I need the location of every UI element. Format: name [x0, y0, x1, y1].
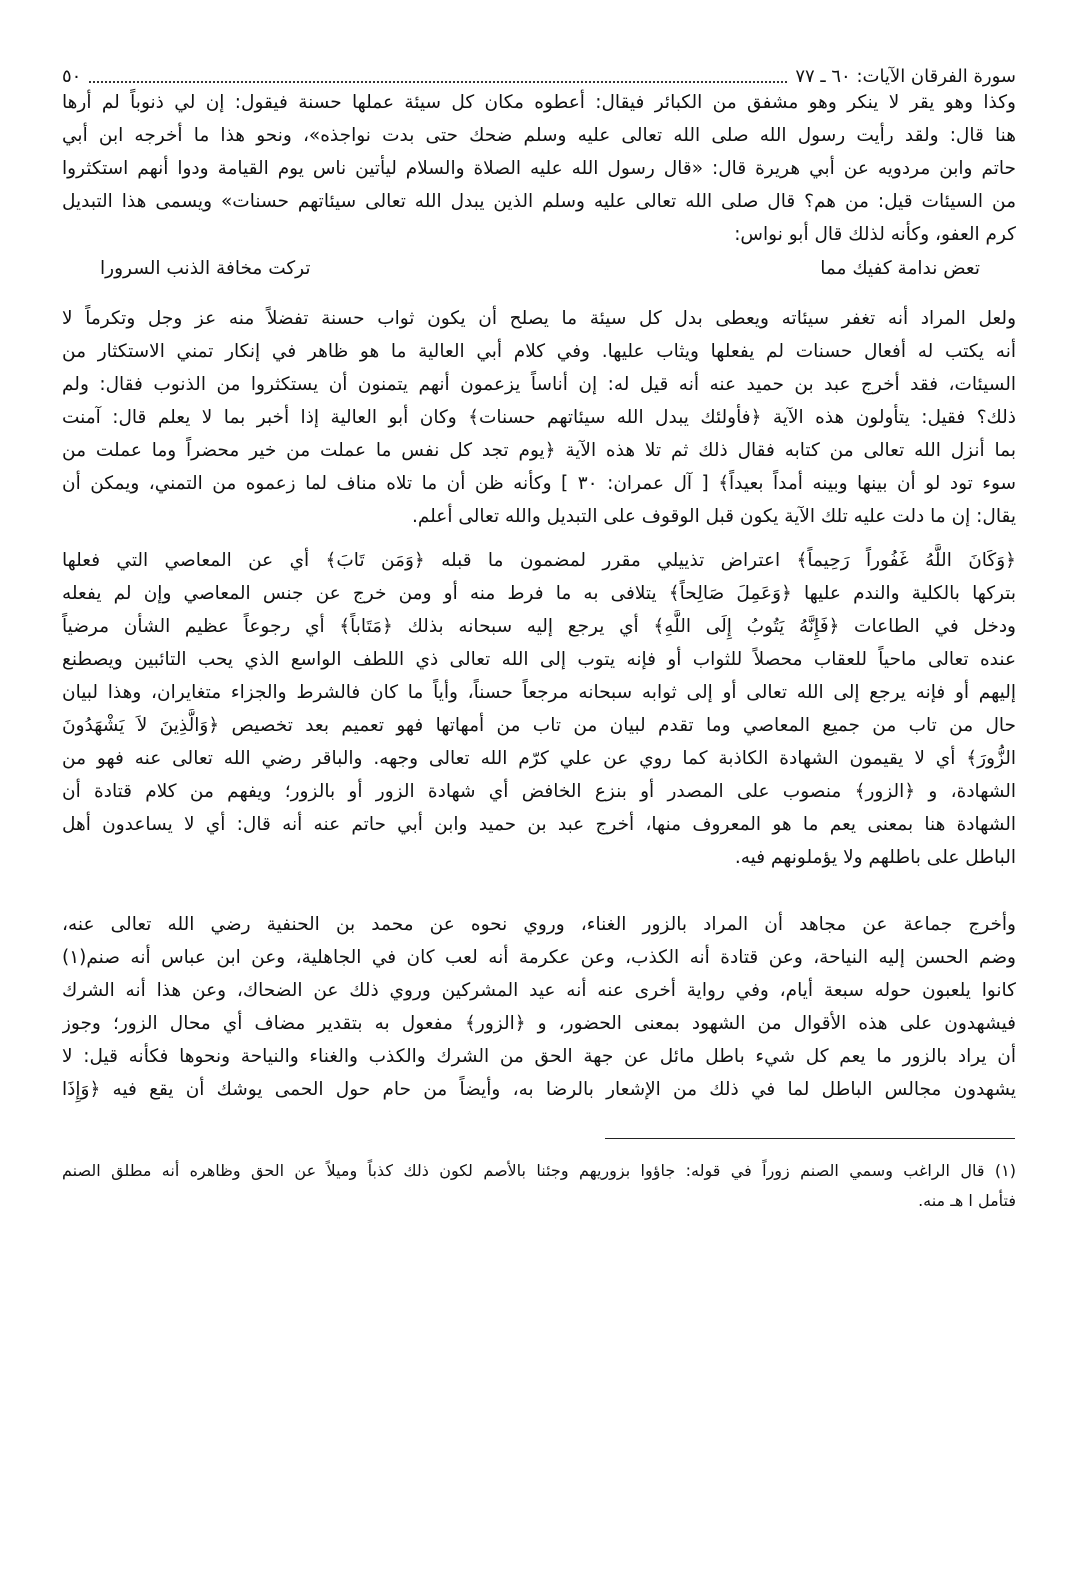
text-line: أن يراد بالزور ما يعم كل شيء باطل مائل عن جهة الحق من الشرك والكذب والغناء والنياحة ونحوها فكأنه قيل: لا — [62, 1046, 1016, 1067]
text-line: ودخل في الطاعات ﴿فَإِنَّهُ يَتُوبُ إِلَى اللَّهِ﴾ أي يرجع إليه سبحانه بذلك ﴿مَتَاباً﴾ أي رجوعاً عظيم الشأن مرضياً — [62, 616, 1016, 637]
text-line: حاتم وابن مردويه عن أبي هريرة قال: «قال رسول الله عليه الصلاة والسلام ليأتين ناس يوم القيامة ودوا أنهم استكثروا — [62, 158, 1016, 179]
header-title: سورة الفرقان الآيات: ٦٠ ـ ٧٧ — [795, 65, 1016, 87]
text-line: سوء تود لو أن بينها وبينه أمداً بعيداً﴾ [ آل عمران: ٣٠ ] وكأنه ظن أن ما تلاه مناف لما زعموه من التمني، ويمكن أن — [62, 473, 1016, 494]
poetry-verse — [100, 258, 980, 279]
footnote-line: فتأمل ا هـ منه. — [918, 1191, 1016, 1210]
text-line: السيئات، فقد أخرج عبد بن حميد عنه أنه قيل له: إن أناساً يزعمون أنهم يتمنون أن يستكثروا من الذنوب فقال: ولم — [62, 374, 1016, 395]
verse-first-hemistich: تعض ندامة كفيك مما — [820, 258, 980, 279]
paragraph-1 — [62, 86, 1016, 251]
text-line: كانوا يلعبون حوله سبعة أيام، وفي رواية أخرى عنه أنه عيد المشركين وروي ذلك عن الضحاك، وعن هذا أنه الشرك — [62, 980, 1016, 1001]
paragraph-2 — [62, 302, 1016, 533]
text-line: الزُّورَ﴾ أي لا يقيمون الشهادة الكاذبة كما روي عن علي كرّم الله تعالى وجهه. والباقر رضي الله تعالى عنه فهو من — [62, 748, 1016, 769]
footnote-line: (١) قال الراغب وسمي الصنم زوراً في قوله: جاؤوا بزوريهم وجئنا بالأصم لكون ذلك كذباً وميلاً عن الحق وظاهره أنه مطلق الصنم — [62, 1161, 1016, 1180]
text-line: الشهادة، و ﴿الزور﴾ منصوب على المصدر أو بنزع الخافض أي شهادة الزور أو بالزور؛ ويفهم من كلام قتادة أن — [62, 781, 1016, 802]
paragraph-3 — [62, 544, 1016, 874]
paragraph-4 — [62, 908, 1016, 1106]
text-line: وكذا وهو يقر لا ينكر وهو مشفق من الكبائر فيقال: أعطوه مكان كل سيئة عملها حسنة فيقول: إن لي ذنوباً لم أرها — [62, 92, 1016, 113]
text-line: ﴿وَكَانَ اللَّهُ غَفُوراً رَحِيماً﴾ اعتراض تذييلي مقرر لمضمون ما قبله ﴿وَمَن تَابَ﴾ أي عن المعاصي التي فعلها — [62, 550, 1016, 571]
header-dotted-leader — [89, 69, 787, 83]
text-line: هنا قال: ولقد رأيت رسول الله صلى الله تعالى عليه وسلم ضحك حتى بدت نواجذه»، ونحو هذا ما أخرجه ابن أبي — [62, 125, 1016, 146]
text-line: ولعل المراد أنه تغفر سيئاته ويعطى بدل كل سيئة ما يصلح أن يكون ثواب حسنة تفضلاً منه عز وجل وتكرماً لا — [62, 308, 1016, 329]
text-line: وضم الحسن إليه النياحة، وعن قتادة أنه الكذب، وعن عكرمة أنه لعب كان في الجاهلية، وعن ابن عباس أنه صنم(١) — [62, 947, 1016, 968]
text-line: الباطل على باطلهم ولا يؤملونهم فيه. — [734, 847, 1016, 868]
footnote — [62, 1156, 1016, 1216]
text-line: أنه يكتب له أفعال حسنات لم يفعلها ويثاب عليها. وفي كلام أبي العالية ما هو ظاهر في إنكار تمني الاستكثار من — [62, 341, 1016, 362]
page-number: ٥٠ — [62, 65, 82, 87]
text-line: بتركها بالكلية والندم عليها ﴿وَعَمِلَ صَالِحاً﴾ يتلافى به ما فرط منه أو ومن خرج عن جنس المعاصي وإن لم يفعله — [62, 583, 1016, 604]
text-line: فيشهدون على هذه الأقوال من الشهود بمعنى الحضور، و ﴿الزور﴾ مفعول به بتقدير مضاف أي محال الزور؛ وجوز — [62, 1013, 1016, 1034]
text-line: ذلك؟ فقيل: يتأولون هذه الآية ﴿فأولئك يبدل الله سيئاتهم حسنات﴾ وكان أبو العالية إذا أخبر بما لا يعلم قال: آمنت — [62, 407, 1016, 428]
text-line: حال من تاب من جميع المعاصي وما تقدم لبيان من تاب من أمهاتها فهو تعميم بعد تخصيص ﴿وَالَّذِينَ لاَ يَشْهَدُونَ — [62, 715, 1016, 736]
footnote-divider — [605, 1138, 1015, 1139]
text-line: يشهدون مجالس الباطل لما في ذلك من الإشعار بالرضا به، وأيضاً من حام حول الحمى يوشك أن يقع فيه ﴿وَإِذَا — [62, 1079, 1016, 1100]
text-line: كرم العفو، وكأنه لذلك قال أبو نواس: — [734, 224, 1016, 245]
text-line: يقال: إن ما دلت عليه تلك الآية يكون قبل الوقوف على التبديل والله تعالى أعلم. — [411, 506, 1016, 527]
text-line: وأخرج جماعة عن مجاهد أن المراد بالزور الغناء، وروي نحوه عن محمد بن الحنفية رضي الله تعالى عنه، — [62, 914, 1016, 935]
verse-second-hemistich: تركت مخافة الذنب السرورا — [100, 258, 311, 279]
text-line: الشهادة هنا بمعنى يعم ما هو المعروف منها، أخرج عبد بن حميد وابن أبي حاتم عنه أنه قال: أي لا يساعدون أهل — [62, 814, 1016, 835]
text-line: من السيئات قيل: من هم؟ قال صلى الله تعالى عليه وسلم الذين يبدل الله تعالى سيئاتهم حسنات» ويسمى هذا التبديل — [62, 191, 1016, 212]
text-line: بما أنزل الله تعالى من كتابه فقال ذلك ثم تلا هذه الآية ﴿يوم تجد كل نفس ما عملت من خير محضراً وما عملت من — [62, 440, 1016, 461]
text-line: عنده تعالى ماحياً للعقاب محصلاً للثواب أو فإنه يتوب إلى الله تعالى ذي اللطف الواسع الذي يحب التائبين ويصطنع — [62, 649, 1016, 670]
text-line: إليهم أو فإنه يرجع إلى الله تعالى أو إلى ثوابه سبحانه مرجعاً حسناً، وأياً ما كان فالشرط والجزاء متغايران، وهذا لبيان — [62, 682, 1016, 703]
